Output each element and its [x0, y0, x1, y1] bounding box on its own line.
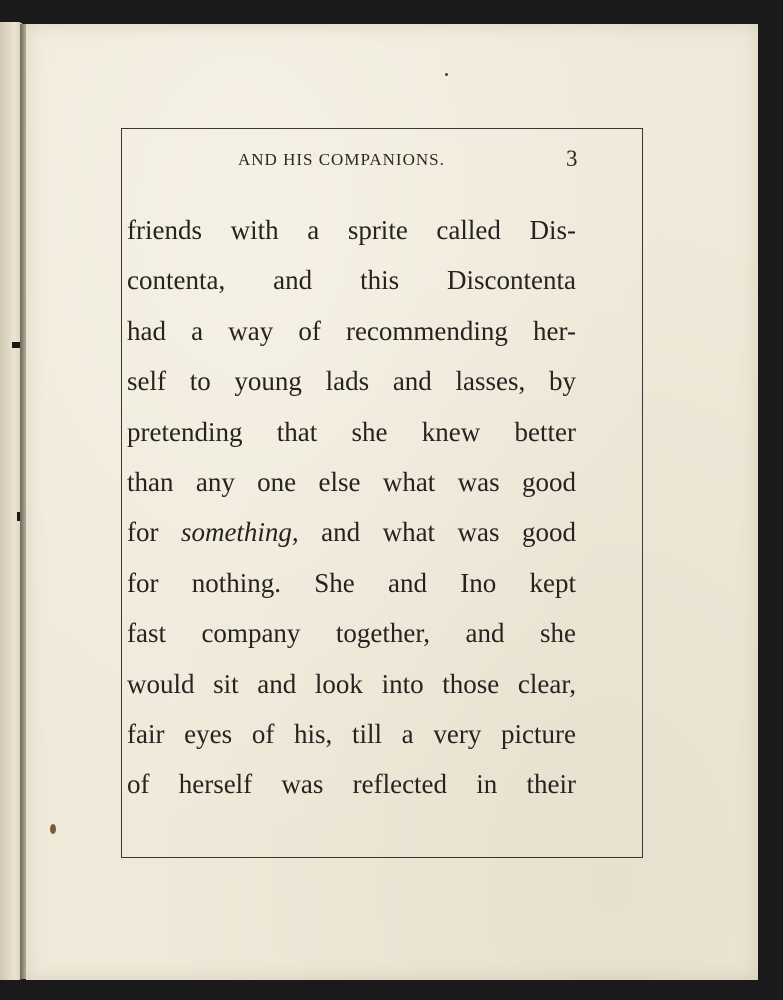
word: contenta, [127, 265, 226, 296]
word: was [457, 466, 500, 497]
word: sit [213, 668, 239, 699]
word: fair [127, 718, 165, 749]
page-number: 3 [566, 146, 578, 171]
paper-stain [50, 824, 56, 834]
word: sprite [347, 215, 408, 245]
word: recommending [345, 315, 508, 346]
word: a [191, 315, 204, 346]
word: of [298, 315, 321, 346]
word: knew [421, 416, 481, 447]
word: any [195, 466, 235, 497]
text-line [127, 457, 576, 507]
word: had [127, 315, 166, 346]
word: and [273, 265, 313, 296]
word: She [314, 567, 355, 598]
word: would [127, 668, 195, 699]
word: pretending [127, 416, 243, 447]
word: for [127, 517, 159, 548]
word: Ino [460, 567, 497, 598]
word: one [257, 466, 297, 497]
word: what [382, 517, 436, 548]
word: young [234, 366, 302, 397]
word: a [401, 718, 414, 749]
word: lads [325, 366, 370, 397]
word: reflected [352, 769, 448, 800]
word: better [514, 416, 576, 447]
word: something, [180, 517, 299, 548]
word: till [351, 718, 382, 749]
word: to [189, 366, 211, 397]
binding-mark [12, 342, 20, 348]
word: she [351, 416, 388, 447]
text-line [127, 608, 576, 658]
word: self [127, 366, 166, 397]
word: lasses, [455, 366, 526, 397]
word: was [457, 517, 500, 548]
text-line [127, 306, 576, 356]
word: and [321, 517, 361, 548]
word: that [276, 416, 318, 447]
word: by [548, 366, 576, 397]
word: called [436, 215, 501, 245]
text-line [127, 255, 576, 305]
word: and [257, 668, 297, 699]
word: their [526, 769, 576, 800]
word: Discontenta [447, 265, 576, 296]
word: and [392, 366, 432, 397]
word: what [382, 466, 436, 497]
text-line [127, 759, 576, 809]
word: clear, [517, 668, 576, 699]
text-line [127, 659, 576, 709]
word: this [360, 265, 400, 296]
word: a [307, 215, 320, 245]
word: together, [335, 618, 431, 649]
body-text [127, 205, 576, 810]
text-line [127, 407, 576, 457]
running-header [0, 146, 783, 172]
word: in [476, 769, 498, 800]
word: eyes [184, 718, 233, 749]
running-title: AND HIS COMPANIONS. [238, 150, 445, 169]
word: of [127, 769, 150, 800]
word: and [465, 618, 505, 649]
word: look [314, 668, 363, 699]
word: kept [529, 567, 576, 598]
word: and [388, 567, 427, 598]
word: his, [294, 718, 333, 749]
text-line [127, 558, 576, 608]
word: herself [178, 769, 253, 800]
paper-speck [445, 73, 448, 76]
word: than [127, 466, 174, 497]
word: with [230, 215, 279, 245]
word: good [522, 466, 576, 497]
word: Dis- [529, 215, 576, 245]
word: picture [501, 718, 576, 749]
word: for [127, 567, 159, 598]
text-line [127, 507, 576, 557]
text-line [127, 205, 576, 255]
word: into [381, 668, 424, 699]
word: she [539, 618, 576, 649]
text-line [127, 709, 576, 759]
word: very [433, 718, 482, 749]
word: else [318, 466, 361, 497]
word: way [228, 315, 274, 346]
word: those [442, 668, 500, 699]
word: fast [127, 618, 166, 649]
text-line [127, 356, 576, 406]
word: her- [533, 315, 576, 346]
word: nothing. [191, 567, 281, 598]
word: company [201, 618, 301, 649]
word: was [281, 769, 324, 800]
word: of [251, 718, 275, 749]
word: friends [127, 215, 202, 245]
word: good [521, 517, 576, 548]
